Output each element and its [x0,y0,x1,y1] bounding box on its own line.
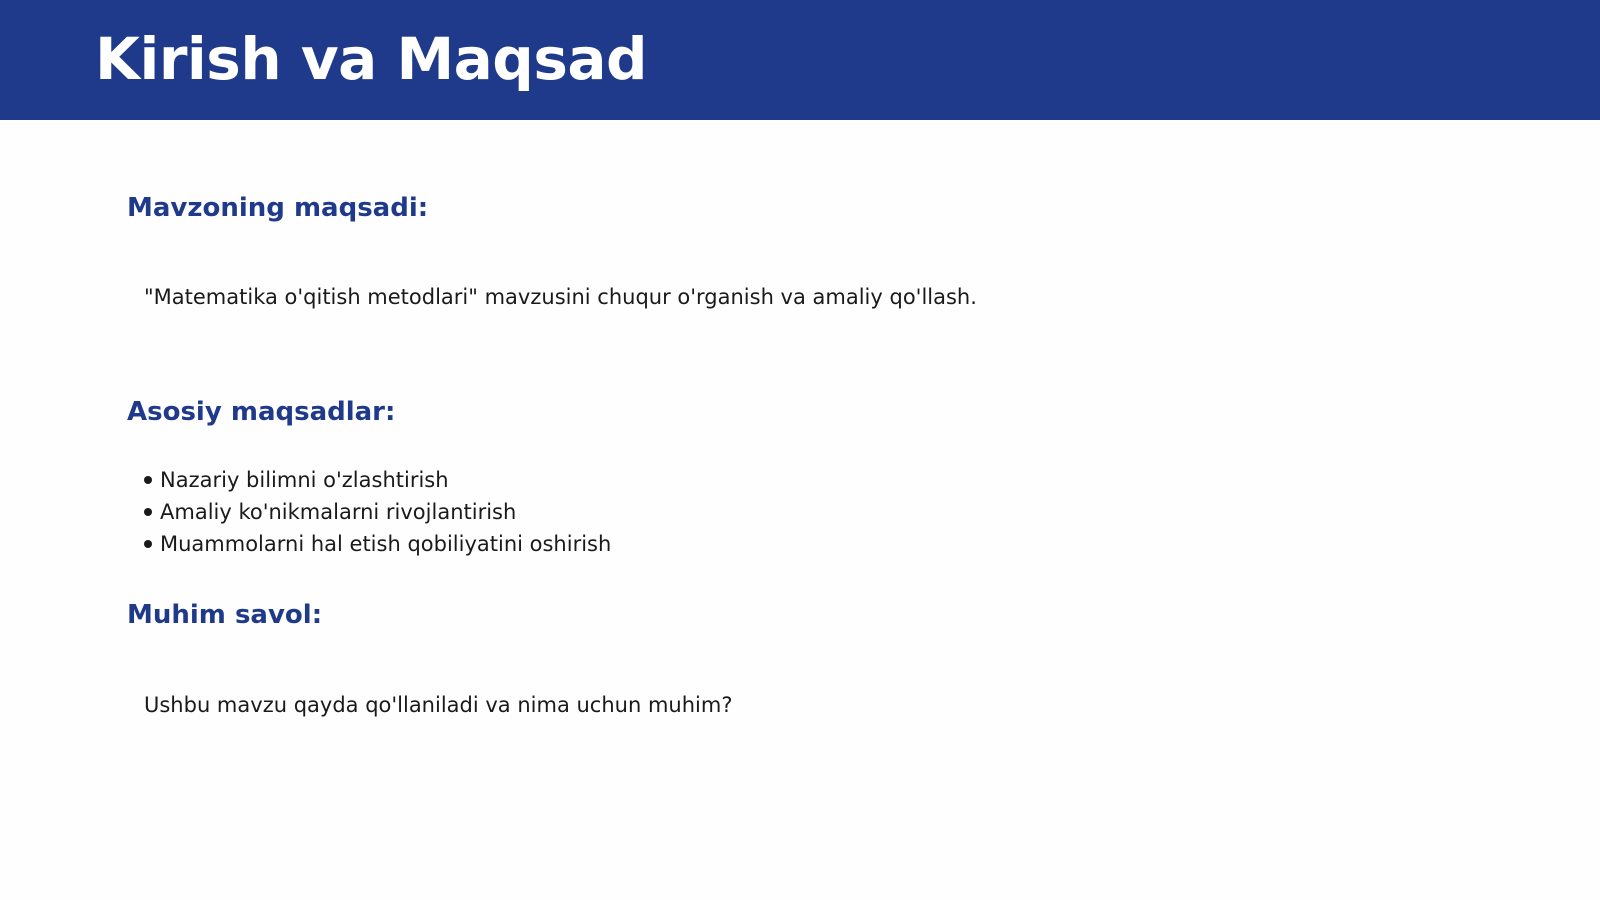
title-bar [0,0,1600,120]
goals-heading: Asosiy maqsadlar: [127,397,396,427]
bullet-icon [144,476,152,484]
list-item [144,464,611,496]
question-text: Ushbu mavzu qayda qo'llaniladi va nima uchun muhim? [144,693,733,717]
bullet-icon [144,540,152,548]
bullet-icon [144,508,152,516]
list-item [144,496,611,528]
purpose-text: "Matematika o'qitish metodlari" mavzusini chuqur o'rganish va amaliy qo'llash. [144,285,977,309]
slide-title: Kirish va Maqsad [95,25,648,93]
list-item-text: Muammolarni hal etish qobiliyatini oshirish [160,532,612,556]
list-item-text: Amaliy ko'nikmalarni rivojlantirish [160,500,517,524]
slide-content [0,120,1600,900]
list-item-text: Nazariy bilimni o'zlashtirish [160,468,449,492]
question-heading: Muhim savol: [127,600,323,630]
list-item [144,528,611,560]
purpose-heading: Mavzoning maqsadi: [127,193,429,223]
goals-list [144,464,611,560]
